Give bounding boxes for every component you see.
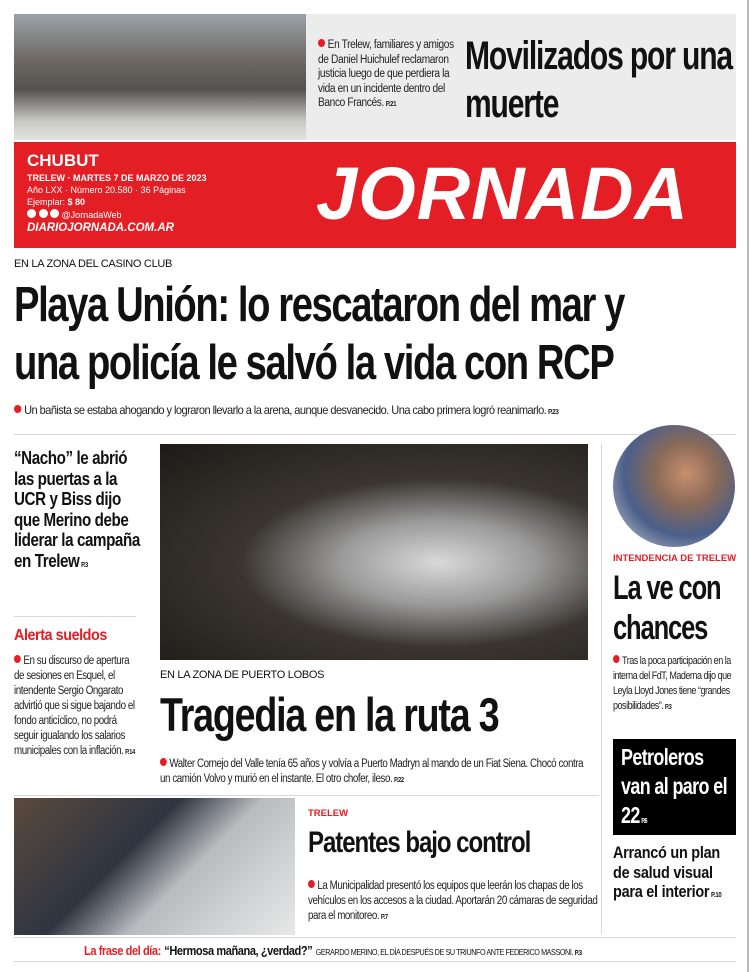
teaser-body xyxy=(318,38,458,113)
page-ref: P.3 xyxy=(664,704,672,711)
cameras-photo[interactable] xyxy=(14,798,295,935)
right-kicker: INTENDENCIA DE TRELEW xyxy=(613,553,737,564)
teaser-text: En Trelew, familiares y amigos de Daniel Huichulef reclamaron justicia luego de que perdiera la vida en un incidente dentro del Banco Francés. xyxy=(318,39,454,109)
region: CHUBUT xyxy=(27,151,99,170)
left-body xyxy=(14,654,140,760)
page-ref: P.14 xyxy=(125,749,135,756)
quote-text: “Hermosa mañana, ¿verdad?” xyxy=(164,943,313,958)
left-headline[interactable] xyxy=(14,448,140,576)
lead-kicker: EN LA ZONA DEL CASINO CLUB xyxy=(14,258,173,270)
left-headline-text[interactable]: “Nacho” le abrió las puertas a la UCR y Biss dijo que Merino debe liderar la campaña en Trelew xyxy=(14,447,140,571)
dateline: TRELEW · MARTES 7 DE MARZO DE 2023 xyxy=(27,173,207,183)
protest-photo[interactable] xyxy=(14,14,306,140)
page-border xyxy=(747,0,749,972)
bullet-icon xyxy=(14,655,21,663)
page-ref: P.21 xyxy=(385,101,397,108)
bottom-kicker: TRELEW xyxy=(308,808,349,819)
divider xyxy=(14,961,736,962)
bullet-icon xyxy=(160,758,167,766)
page-ref: P.3 xyxy=(574,950,582,957)
bullet-icon xyxy=(308,880,315,888)
box-headline[interactable]: Petroleros van al paro el 22 xyxy=(621,744,727,828)
price xyxy=(27,197,85,207)
box-headline-wrap[interactable] xyxy=(621,743,728,836)
social[interactable] xyxy=(27,209,122,220)
bottom-headline[interactable]: Patentes bajo control xyxy=(308,826,531,859)
bullet-icon xyxy=(318,39,325,47)
twitter-icon[interactable] xyxy=(39,209,48,218)
lead-headline-line-2[interactable]: una policía le salvó la vida con RCP xyxy=(14,336,614,390)
website[interactable]: DIARIOJORNADA.COM.AR xyxy=(27,222,174,234)
right-brief[interactable] xyxy=(613,843,739,906)
bullet-icon xyxy=(613,655,620,663)
center-headline[interactable]: Tragedia en la ruta 3 xyxy=(160,688,499,741)
center-body xyxy=(160,757,592,788)
right-body-text: Tras la poca participación en la interna del FdT, Maderna dijo que Leyla Lloyd Jones tiene “grandes posibilidades”. xyxy=(613,655,732,712)
page-ref: P.3 xyxy=(81,561,88,569)
facebook-icon[interactable] xyxy=(27,209,36,218)
portrait-photo[interactable] xyxy=(613,425,735,547)
page-ref: P.23 xyxy=(548,409,559,416)
teaser-headline[interactable]: Movilizados por una muerte xyxy=(465,34,732,126)
lead-headline-line-1[interactable]: Playa Unión: lo rescataron del mar y xyxy=(14,278,625,332)
petroleros-box[interactable] xyxy=(613,739,736,835)
quote-attribution: GERARDO MERINO, EL DÍA DESPUÉS DE SU TRIUNFO ANTE FEDERICO MASSONI. xyxy=(315,947,574,957)
instagram-icon[interactable] xyxy=(50,209,59,218)
logo: JORNADA xyxy=(316,152,689,235)
lead-body-text: Un bañista se estaba ahogando y lograron llevarlo a la arena, aunque desvanecido. Una cabo primera logró reanimarlo. xyxy=(24,403,547,417)
bottom-body xyxy=(308,879,598,925)
quote-of-day xyxy=(84,942,582,960)
issue-info: Año LXX · Número 20.580 · 36 Páginas xyxy=(27,185,186,195)
lead-body xyxy=(14,403,558,420)
center-body-text: Walter Cornejo del Valle tenía 65 años y volvía a Puerto Madryn al mando de un Fiat Siena. Chocó contra un camión Volvo y murió en el instante. El otro chofer, ileso. xyxy=(160,758,584,785)
page-ref: P.7 xyxy=(380,914,388,921)
page-ref: P.22 xyxy=(393,777,404,784)
divider xyxy=(14,434,736,435)
divider xyxy=(14,937,736,938)
divider xyxy=(14,616,136,617)
divider xyxy=(14,795,599,796)
page-ref: P.6 xyxy=(641,818,647,825)
center-kicker: EN LA ZONA DE PUERTO LOBOS xyxy=(160,669,325,681)
lead-headline[interactable] xyxy=(14,276,624,392)
right-body xyxy=(613,654,737,715)
crash-photo[interactable] xyxy=(160,444,588,660)
page-ref: P.10 xyxy=(711,892,722,899)
price-label: Ejemplar: xyxy=(27,197,66,207)
column-divider xyxy=(601,444,602,934)
left-kicker: Alerta sueldos xyxy=(14,627,107,644)
quote-label: La frase del día: xyxy=(84,943,161,958)
masthead xyxy=(14,142,736,248)
social-handle[interactable]: @JornadaWeb xyxy=(61,210,122,220)
bottom-body-text: La Municipalidad presentó los equipos que leerán los chapas de los vehículos en los accesos a la ciudad. Aportarán 20 cámaras de seguridad para el monitoreo. xyxy=(308,880,598,922)
right-headline[interactable]: La ve con chances xyxy=(613,569,721,647)
price-value: $ 80 xyxy=(67,197,86,207)
left-body-text: En su discurso de apertura de sesiones en Esquel, el intendente Sergio Ongarato advirtió que si sigue bajando el fondo anticíclico, no podrá seguir igualando los salarios municipales con la inflación. xyxy=(14,655,135,757)
bullet-icon xyxy=(14,405,21,413)
brief-text[interactable]: Arrancó un plan de salud visual para el interior xyxy=(613,843,720,901)
